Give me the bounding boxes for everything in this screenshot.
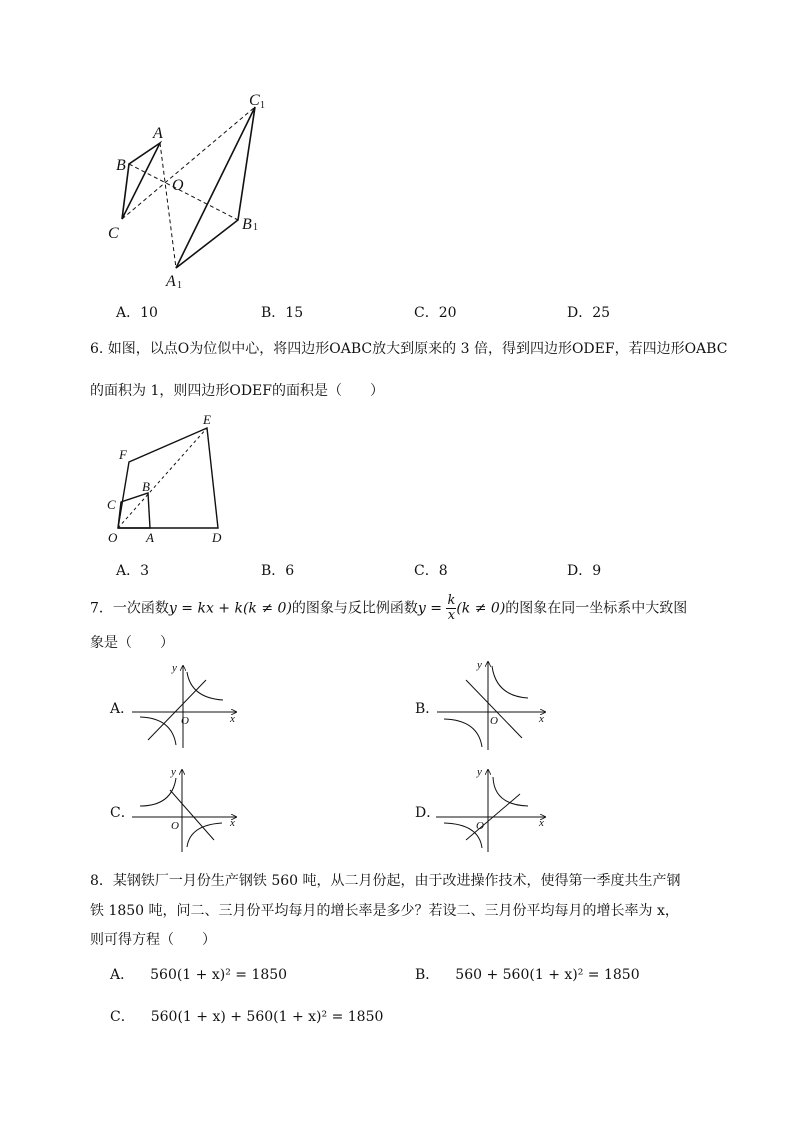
label-b1: B [242, 216, 252, 233]
label-c: C [107, 497, 116, 512]
graph-c [132, 770, 236, 852]
fraction-k-over-x: $\frac{k}{x}$ [447, 593, 456, 623]
q7-line-1: 7．一次函数y = kx + k(k ≠ 0)的图象与反比例函数y = $\frac{k}{x}$ (k ≠ 0)的图象在同一坐标系中大致图 [90, 593, 688, 623]
label-a1: A [166, 273, 176, 290]
q8-line-3: 则可得方程（ ） [90, 932, 216, 948]
graph-a [132, 666, 236, 748]
label-d: D [212, 530, 222, 545]
label-c1: C [249, 92, 260, 109]
graph-b [437, 662, 545, 750]
graph-a-y: y [172, 662, 177, 674]
label-o: O [108, 530, 118, 545]
q7-option-d[interactable]: D． [415, 805, 441, 821]
q6-option-a[interactable]: A．3 [116, 563, 150, 579]
label-e: E [203, 412, 211, 427]
graph-a-o: O [181, 715, 189, 727]
label-b: B [142, 479, 150, 494]
graph-a-x: x [230, 713, 235, 725]
label-b1-sub: 1 [253, 222, 258, 233]
graph-b-y: y [477, 659, 482, 671]
q5-option-b[interactable]: B．15 [261, 305, 304, 321]
q8-option-c[interactable]: C． 560(1 + x) + 560(1 + x)² = 1850 [110, 1009, 384, 1025]
q6-option-c[interactable]: C．8 [414, 563, 448, 579]
label-c1-sub: 1 [260, 100, 265, 111]
graph-d [436, 770, 545, 852]
graph-b-x: x [539, 713, 544, 725]
q5-option-d[interactable]: D．25 [567, 305, 611, 321]
graph-c-y: y [171, 766, 176, 778]
graph-b-o: O [490, 715, 498, 727]
q6-line-2: 的面积为 1，则四边形ODEF的面积是（ ） [90, 383, 384, 399]
q7-option-c[interactable]: C． [110, 805, 135, 821]
label-a: A [146, 530, 154, 545]
label-a: A [153, 125, 163, 142]
label-a1-sub: 1 [177, 280, 182, 291]
graph-d-x: x [539, 817, 544, 829]
label-f: F [119, 447, 127, 462]
q7-line-2: 象是（ ） [90, 635, 174, 651]
q8-option-b[interactable]: B． 560 + 560(1 + x)² = 1850 [415, 967, 640, 983]
label-c: C [108, 225, 119, 242]
graph-d-o: O [476, 820, 484, 832]
q8-line-1: 8．某钢铁厂一月份生产钢铁 560 吨，从二月份起，由于改进操作技术，使得第一季度共生产钢 [90, 873, 681, 889]
q5-option-a[interactable]: A．10 [116, 305, 158, 321]
q8-line-2: 铁 1850 吨，问二、三月份平均每月的增长率是多少？若设二、三月份平均每月的增长率为 x， [90, 903, 679, 919]
q6-option-d[interactable]: D．9 [567, 563, 602, 579]
q6-option-b[interactable]: B．6 [261, 563, 295, 579]
label-o: O [172, 177, 184, 194]
graph-d-y: y [477, 766, 482, 778]
graph-c-x: x [230, 817, 235, 829]
q8-option-a[interactable]: A． 560(1 + x)² = 1850 [110, 967, 288, 983]
q6-line-1: 6. 如图，以点O为位似中心，将四边形OABC放大到原来的 3 倍，得到四边形ODEF，若四边形OABC [90, 341, 728, 357]
graph-c-o: O [171, 820, 179, 832]
q5-option-c[interactable]: C．20 [414, 305, 457, 321]
q7-option-a[interactable]: A． [110, 701, 135, 717]
label-b: B [116, 157, 126, 174]
q7-option-b[interactable]: B． [415, 701, 440, 717]
